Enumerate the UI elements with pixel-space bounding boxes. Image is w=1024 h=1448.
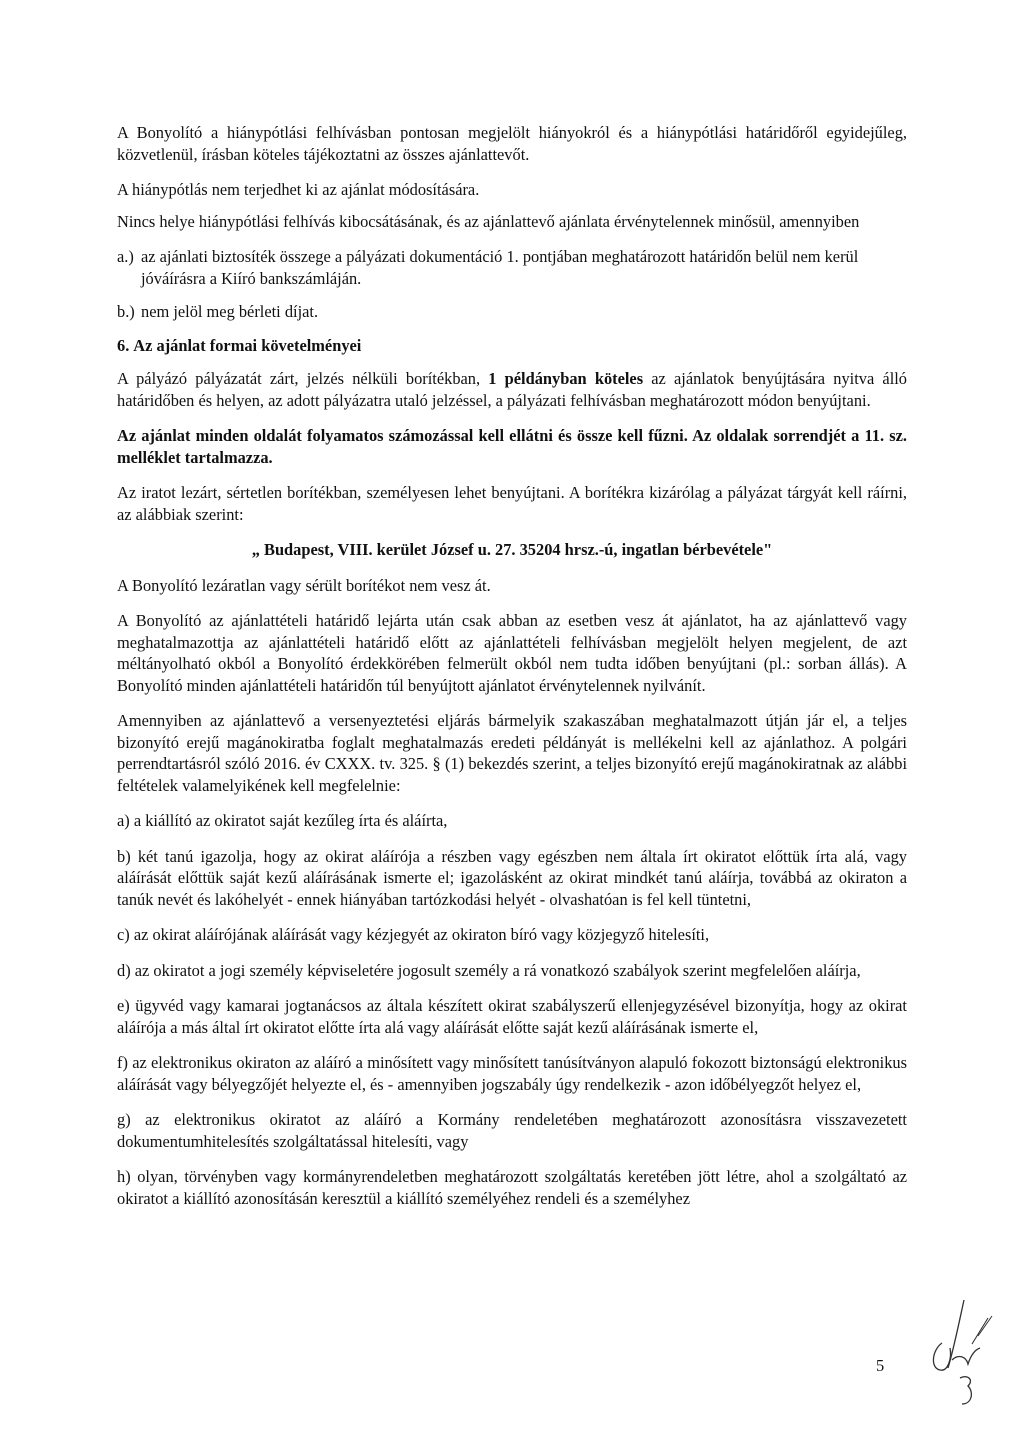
list-label: b.) [117, 302, 135, 321]
condition-item: b) két tanú igazolja, hogy az okirat aláírója a részben vagy egészben nem általa írt okiratot előttük írta alá, vagy aláírását előttük saját kezű aláírásának ismerte el; igazolásként az okirat mindkét tanú aláírja, továbbá az okiraton a tanúk nevét és lakóhelyét - ennek hiányában tartózkodási helyét - olvashatóan is fel kell tüntetni, [117, 846, 907, 909]
paragraph-notification: A Bonyolító a hiánypótlási felhívásban pontosan megjelölt hiányokról és a hiánypótlási határidőről egyidejűleg, közvetlenül, írásban köteles tájékoztatni az összes ajánlattevőt. [117, 123, 907, 164]
paragraph-power-of-attorney: Amennyiben az ajánlattevő a versenyeztetési eljárás bármelyik szakaszában meghatalmazott útján jár el, a teljes bizonyító erejű magánokiratba foglalt meghatalmazás eredeti példányát is mellékelni kell az ajánlathoz. A polgári perrendtartásról szóló 2016. év CXXX. tv. 325. § (1) bekezdés szerint, a teljes bizonyító erejű magánokiratnak az alábbi feltételek valamelyikének kell megfelelnie: [117, 711, 907, 795]
paragraph-submission [117, 368, 907, 411]
list-text: nem jelöl meg bérleti díjat. [141, 302, 319, 321]
section-title: Az ajánlat formai követelményei [133, 335, 362, 355]
paragraph-numbering-rule: Az ajánlat minden oldalát folyamatos számozással kell ellátni és össze kell fűzni. Az oldalak sorrendjét a 11. sz. melléklet tartalmazza. [117, 426, 907, 467]
page-number: 5 [876, 1356, 885, 1375]
condition-item: g) az elektronikus okiratot az aláíró a Kormány rendeletében meghatározott azonosításra visszavezetett dokumentumhitelesítés szolgáltatással hitelesíti, vagy [117, 1110, 907, 1151]
paragraph-invalid-conditions: Nincs helye hiánypótlási felhívás kibocsátásának, és az ajánlattevő ajánlata érvénytelennek minősül, amennyiben [117, 211, 860, 231]
list-label: a.) [117, 247, 134, 266]
paragraph-no-modification: A hiánypótlás nem terjedhet ki az ajánlat módosítására. [117, 180, 480, 199]
condition-item: f) az elektronikus okiraton az aláíró a minősített vagy minősített tanúsítványon alapuló fokozott biztonságú elektronikus aláírását vagy bélyegzőjét helyezte el, és - amennyiben jogszabály úgy rendelkezik - azon időbélyegzőt helyez el, [117, 1053, 907, 1094]
handwritten-signature [912, 1288, 1012, 1408]
condition-item: e) ügyvéd vagy kamarai jogtanácsos az általa készített okirat szabályszerű ellenjegyzésével bizonyítja, hogy az okirat aláírója a más által írt okiratot előtte írta alá vagy aláírását előtte saját kezű aláírásának ismerte el, [117, 996, 907, 1037]
text-span: A pályázó pályázatát zárt, jelzés nélküli borítékban, [117, 369, 489, 388]
list-item-b [117, 301, 907, 323]
condition-item: c) az okirat aláírójának aláírását vagy kézjegyét az okiraton bíró vagy közjegyző hitelesíti, [117, 925, 710, 944]
envelope-title: „ Budapest, VIII. kerület József u. 27. 35204 hrsz.-ú, ingatlan bérbevétele" [251, 540, 773, 559]
text-span: az ajánlatok benyújtására nyitva álló határidőben és helyen, az adott pályázatra utaló jelzéssel, a pályázati felhívásban meghatározott módon benyújtani. [117, 369, 907, 410]
section-number: 6. [117, 335, 130, 355]
document-page [117, 122, 907, 1223]
list-item-a [117, 246, 907, 289]
paragraph-deadline: A Bonyolító az ajánlattételi határidő lejárta után csak abban az esetben vesz át ajánlatot, ha az ajánlattevő vagy meghatalmazottja az ajánlattételi határidő előtt az ajánlattételi felhívásban megjelölt helyen megjelent, de azt méltányolható okból a Bonyolító érdekkörében felmerült okból nem tudta időben benyújtani (pl.: sorban állás). A Bonyolító minden ajánlattételi határidőn túl benyújtott ajánlatot érvénytelennek nyilvánít. [117, 611, 907, 695]
condition-item: d) az okiratot a jogi személy képviseletére jogosult személy a rá vonatkozó szabályok szerint megfelelően aláírja, [117, 960, 861, 980]
paragraph-damaged-envelope: A Bonyolító lezáratlan vagy sérült borítékot nem vesz át. [117, 575, 491, 595]
section-heading [117, 335, 907, 357]
bold-text: 1 példányban köteles [488, 369, 644, 388]
list-text: az ajánlati biztosíték összege a pályázati dokumentáció 1. pontjában meghatározott határidőn belül nem kerül jóváírásra a Kiíró bankszámláján. [141, 247, 859, 288]
condition-item: h) olyan, törvényben vagy kormányrendeletben meghatározott szolgáltatás keretében jött létre, ahol a szolgáltató az okiratot a kiállító azonosításán keresztül a kiállító személyéhez rendeli és a személyhez [117, 1167, 907, 1208]
condition-item: a) a kiállító az okiratot saját kezűleg írta és aláírta, [117, 811, 448, 830]
paragraph-envelope: Az iratot lezárt, sértetlen borítékban, személyesen lehet benyújtani. A borítékra kizárólag a pályázat tárgyát kell ráírni, az alábbiak szerint: [117, 483, 907, 524]
